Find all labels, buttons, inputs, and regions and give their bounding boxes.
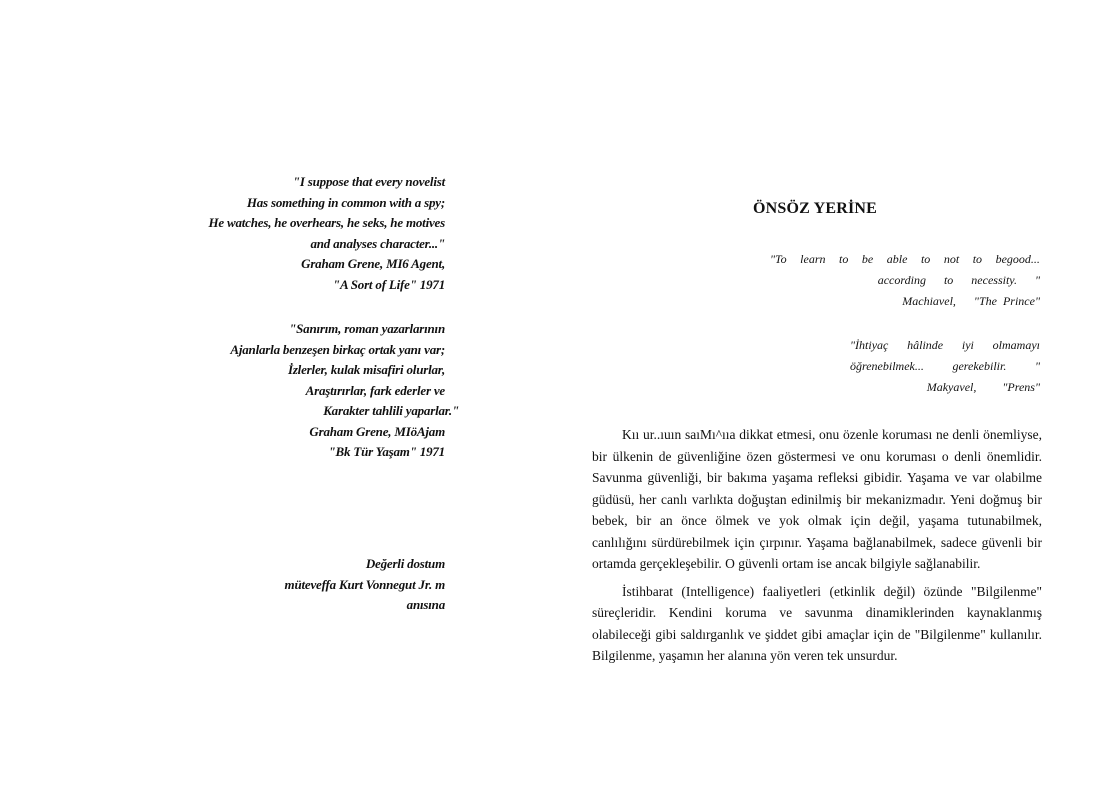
quote-word: hâlinde	[907, 338, 944, 352]
dedication-line: Değerli dostum	[365, 556, 445, 571]
epigraph-line: and analyses character..."	[310, 235, 445, 251]
quote-word: "The	[973, 294, 997, 308]
quote-word: iyi	[961, 338, 974, 352]
quote-word: to	[943, 273, 954, 287]
quote-word: öğrenebilmek...	[850, 359, 924, 373]
quote-word: able	[886, 252, 908, 266]
quote-word: to	[839, 252, 849, 266]
epigraph-line: "Sanırım, roman yazarlarının	[289, 321, 445, 336]
quote-word: according	[877, 273, 926, 287]
epigraph-line: Karakter tahlili yaparlar."	[323, 403, 459, 418]
foreword-body	[592, 424, 1042, 673]
quote-word: begood...	[995, 252, 1040, 266]
quote-line	[770, 249, 1040, 270]
quote-word: Machiavel,	[902, 294, 956, 308]
quote-machiavel-english	[770, 249, 1040, 312]
epigraph-line: He watches, he overhears, he seks, he motives	[208, 215, 445, 230]
quote-line	[850, 356, 1040, 377]
quote-word: necessity.	[971, 273, 1017, 287]
right-page	[555, 0, 1110, 787]
dedication-line: anısına	[406, 597, 445, 612]
quote-word: not	[943, 252, 960, 266]
quote-word: learn	[800, 252, 826, 266]
epigraph-line: Graham Grene, MI6 Agent,	[301, 256, 445, 271]
epigraph-english	[208, 172, 445, 295]
quote-word: Makyavel,	[926, 380, 977, 394]
quote-word: "Prens"	[1002, 380, 1040, 394]
quote-word: "	[1034, 273, 1040, 287]
quote-word: to	[920, 252, 931, 266]
quote-word: olmamayı	[992, 338, 1040, 352]
quote-line	[850, 335, 1040, 356]
epigraph-line: Araştırırlar, fark ederler ve	[305, 382, 445, 398]
quote-attribution	[770, 291, 1040, 312]
epigraph-line: Graham Grene, MIöAjam	[309, 423, 445, 439]
epigraph-line: İzlerler, kulak misafiri olurlar,	[287, 362, 445, 377]
quote-word: "	[1034, 359, 1040, 373]
quote-machiavel-turkish	[770, 335, 1040, 398]
quote-word: gerekebilir.	[952, 359, 1007, 373]
quote-line	[770, 270, 1040, 291]
quote-attribution	[770, 377, 1040, 398]
quote-word: to	[972, 252, 983, 266]
dedication-line: müteveffa Kurt Vonnegut Jr. m	[284, 576, 445, 592]
paragraph: İstihbarat (Intelligence) faaliyetleri (etkinlik değil) özünde "Bilgilenme" süreçleridir. Kendini koruma ve savunma dinamiklerinden kaynaklanmış olabileceği gibi saldırganlık ve şiddet gibi amaçlar için de "Bilgilenme" kullanılır. Bilgilenme, yaşamın her alanına yön veren tek unsurdur.	[592, 583, 1042, 663]
epigraph-line: "I suppose that every novelist	[292, 174, 445, 189]
quote-word: "İhtiyaç	[850, 338, 889, 352]
epigraph-line: Has something in common with a spy;	[246, 194, 445, 210]
epigraph-line: Ajanlarla benzeşen birkaç ortak yanı var;	[230, 341, 445, 357]
epigraph-line: "A Sort of Life" 1971	[332, 276, 445, 292]
dedication	[285, 554, 445, 616]
quote-word: "To	[770, 252, 787, 266]
page-title: ÖNSÖZ YERİNE	[752, 200, 878, 217]
quote-word: Prince"	[1002, 294, 1040, 308]
epigraph-line: "Bk Tür Yaşam" 1971	[328, 444, 445, 459]
epigraph-turkish	[230, 319, 459, 463]
paragraph: Kıı ur..ıuın saıMı^ııa dikkat etmesi, onu özenle koruması ne denli önemliyse, bir ülkenin de güvenliğine özen göstermesi ve onu koruması o denli önemlidir. Savunma güvenliği, bir bakıma yaşama refleksi gibidir. Yaşama ve var olabilme güdüsü, her canlı varlıkta doğuştan edinilmiş bir mekanizmadır. Yeni doğmuş bir bebek, bir an önce ölmek ve yok olmak için değil, yaşama tutunabilmek, canlılığını sürdürebilmek için çırpınır. Yaşama bağlanabilmek, sadece güvenli bir ortamda gerçekleşebilir. O güvenli ortam ise ancak bilgiyle sağlanabilir.	[592, 427, 1042, 571]
quote-word: be	[861, 252, 874, 266]
